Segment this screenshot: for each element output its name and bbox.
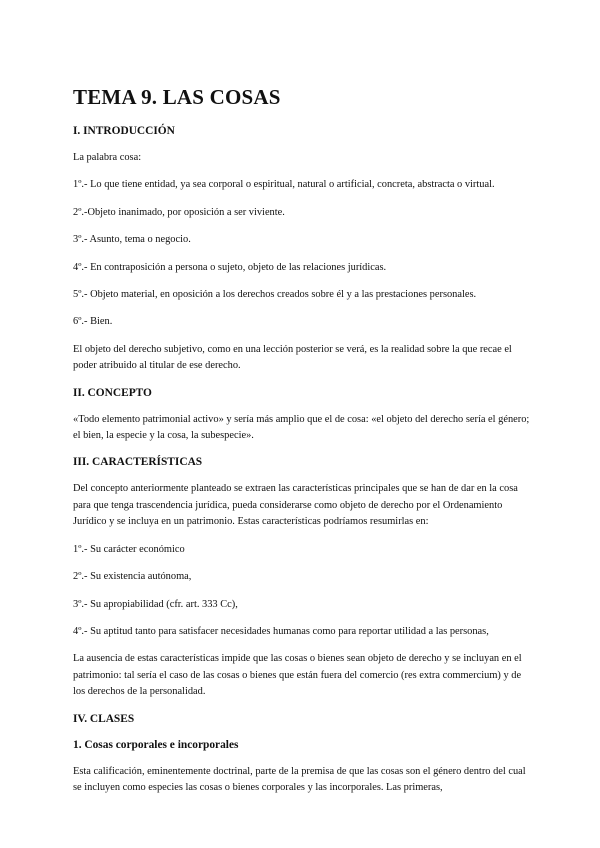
section-concepto: [73, 386, 535, 445]
paragraph: «Todo elemento patrimonial activo» y sería más amplio que el de cosa: «el objeto del derecho sería el género; el bien, la especie y la cosa, la subespecie».: [73, 413, 530, 442]
subsection-heading: 1. Cosas corporales e incorporales: [73, 738, 239, 751]
section-caracteristicas: [73, 455, 535, 700]
paragraph: Esta calificación, eminentemente doctrinal, parte de la premisa de que las cosas son el género dentro del cual se incluyen como especies las cosas o bienes corporales y las incorporales. Las primeras,: [73, 765, 526, 793]
section-heading: I. INTRODUCCIÓN: [73, 125, 175, 137]
subsection-cosas-corporales: [73, 738, 535, 797]
list-item: 2º.-Objeto inanimado, por oposición a ser viviente.: [73, 206, 285, 218]
list-item: 6º.- Bien.: [73, 316, 113, 328]
paragraph: Del concepto anteriormente planteado se extraen las características principales que se han de dar en la cosa para que tenga trascendencia jurídica, pueda considerarse como objeto de derecho por el Ordenamiento Jurídico y se incluya en un patrimonio. Estas características podríamos resumirlas en:: [73, 483, 518, 528]
section-heading: II. CONCEPTO: [73, 386, 152, 399]
section-introduccion: [73, 124, 535, 375]
section-heading: III. CARACTERÍSTICAS: [73, 456, 203, 469]
paragraph: La ausencia de estas características impide que las cosas o bienes sean objeto de derecho y se incluyan en el patrimonio: tal sería el caso de las cosas o bienes que están fuera del comercio (res extra commercium) y de los derechos de la personalidad.: [73, 653, 522, 698]
list-item: 1º.- Su carácter económico: [73, 543, 185, 555]
paragraph: El objeto del derecho subjetivo, como en una lección posterior se verá, es la realidad sobre la que recae el poder atribuido al titular de ese derecho.: [73, 343, 512, 372]
list-item: 5º.- Objeto material, en oposición a los derechos creados sobre él y a las prestaciones personales.: [73, 289, 477, 301]
section-heading: IV. CLASES: [73, 712, 135, 725]
list-item: 2º.- Su existencia autónoma,: [73, 571, 192, 583]
section-clases: [73, 712, 535, 726]
list-item: 4º.- Su aptitud tanto para satisfacer necesidades humanas como para reportar utilidad a las personas,: [73, 625, 489, 637]
list-item: 3º.- Asunto, tema o negocio.: [73, 234, 191, 246]
paragraph: La palabra cosa:: [73, 152, 142, 163]
page-title: TEMA 9. LAS COSAS: [73, 85, 281, 109]
document-body: [73, 84, 535, 807]
list-item: 1º.- Lo que tiene entidad, ya sea corporal o espiritual, natural o artificial, concreta, abstracta o virtual.: [73, 179, 495, 191]
list-item: 4º.- En contraposición a persona o sujeto, objeto de las relaciones jurídicas.: [73, 261, 387, 273]
list-item: 3º.- Su apropiabilidad (cfr. art. 333 Cc),: [73, 598, 238, 610]
